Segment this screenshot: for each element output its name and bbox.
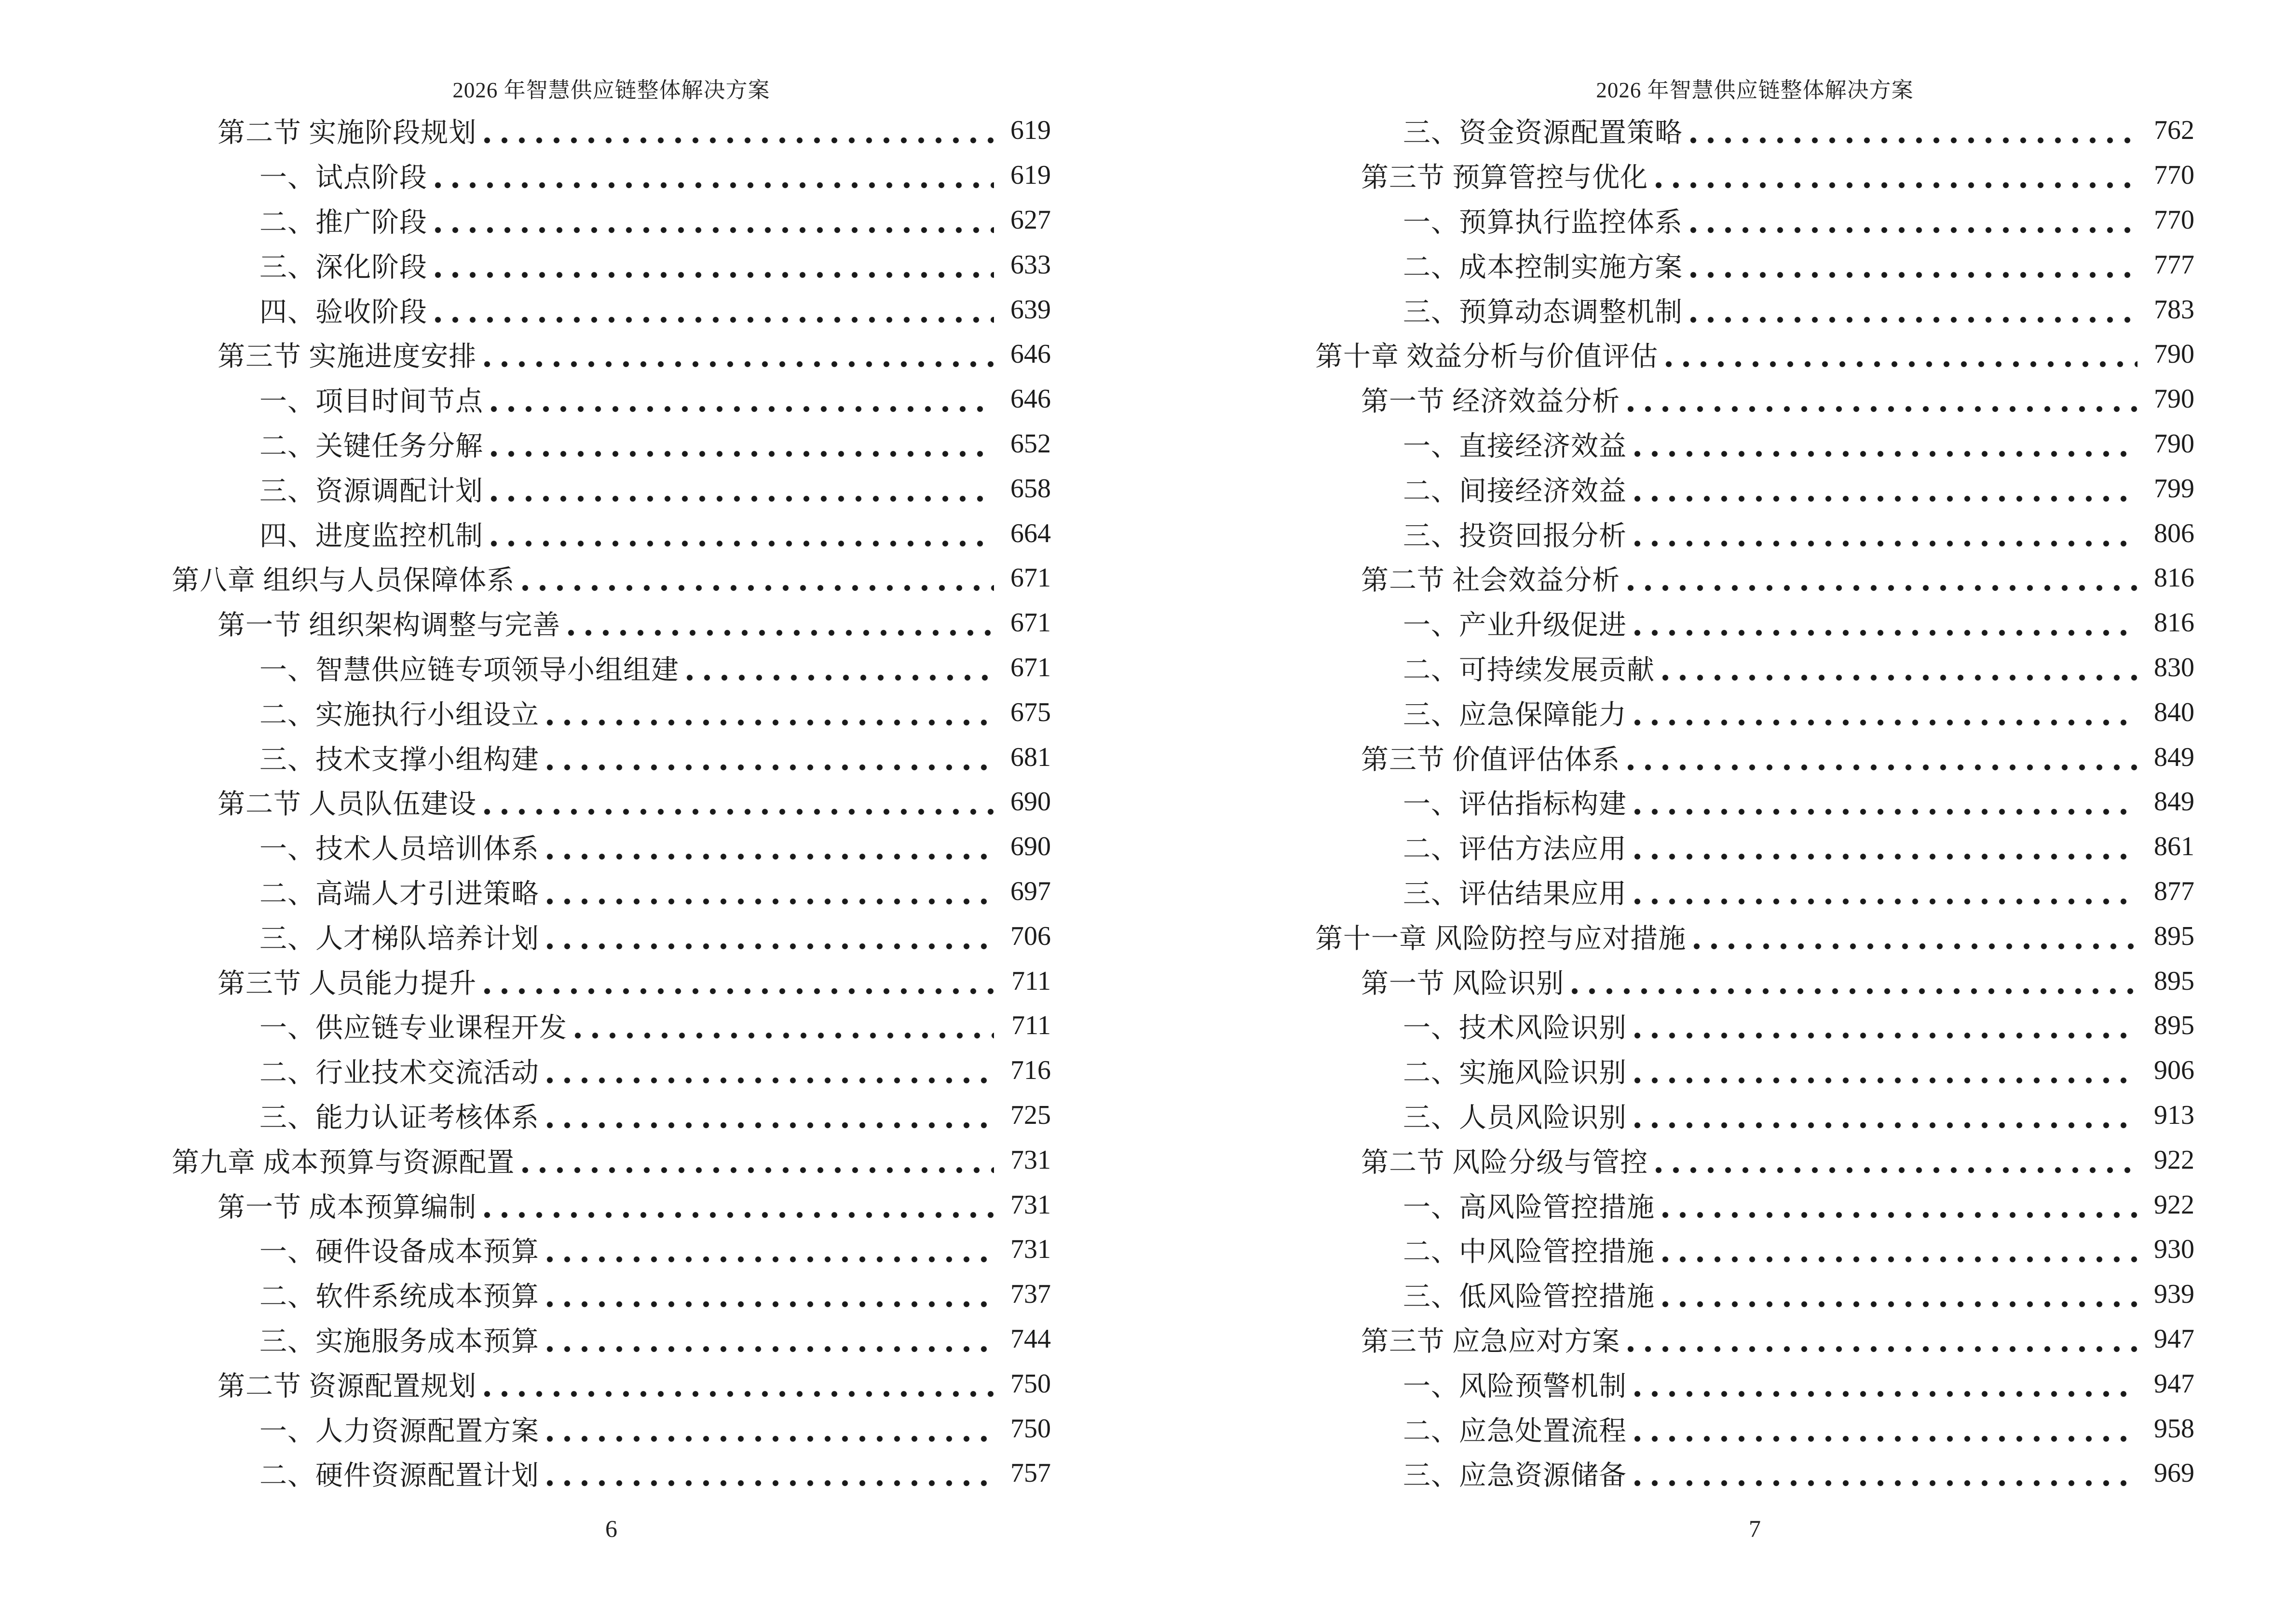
toc-leader-dots	[1665, 360, 2137, 368]
toc-leader-dots	[1627, 764, 2137, 771]
toc-entry-label: 一、技术风险识别	[1403, 1013, 1627, 1044]
toc-entry-label: 三、预算动态调整机制	[1403, 297, 1683, 328]
toc-entry-label: 一、人力资源配置方案	[259, 1416, 539, 1447]
toc-entry-page: 806	[2154, 518, 2194, 548]
toc-entry-page: 958	[2154, 1413, 2194, 1444]
toc-leader-dots	[546, 898, 994, 905]
toc-entry-label: 二、可持续发展贡献	[1403, 655, 1655, 685]
toc-entry	[1315, 1137, 2194, 1182]
toc-entry-label: 四、验收阶段	[259, 297, 427, 328]
toc-entry-label: 第二节 资源配置规划	[218, 1371, 477, 1402]
toc-entry-label: 第一节 风险识别	[1361, 968, 1565, 999]
toc-entry-label: 二、实施执行小组设立	[259, 699, 539, 730]
toc-entry-page: 690	[1010, 787, 1051, 817]
toc-entry	[1315, 690, 2194, 735]
toc-entry	[1315, 1182, 2194, 1227]
toc-entry-label: 二、关键任务分解	[259, 431, 483, 462]
toc-leader-dots	[1661, 1211, 2137, 1219]
toc-entry	[172, 287, 1051, 332]
toc-entry	[172, 735, 1051, 779]
toc-entry-label: 一、产业升级促进	[1403, 610, 1627, 641]
toc-entry	[1315, 1227, 2194, 1272]
toc-leader-dots	[1655, 1166, 2137, 1174]
toc-entry-label: 一、预算执行监控体系	[1403, 207, 1683, 238]
toc-entry-page: 757	[1010, 1458, 1051, 1488]
toc-entry-label: 一、技术人员培训体系	[259, 834, 539, 865]
toc-entry-label: 二、硬件资源配置计划	[259, 1460, 539, 1491]
toc-leader-dots	[546, 1077, 994, 1084]
toc-entry	[172, 153, 1051, 198]
toc-entry-label: 第十章 效益分析与价值评估	[1315, 341, 1659, 372]
toc-entry-label: 三、深化阶段	[259, 252, 427, 283]
toc-leader-dots	[1627, 405, 2137, 413]
toc-entry	[172, 958, 1051, 1003]
toc-entry-page: 790	[2154, 339, 2194, 369]
toc-leader-dots	[1634, 853, 2137, 860]
toc-entry-page: 619	[1010, 115, 1051, 146]
toc-entry-page: 681	[1010, 742, 1051, 772]
toc-entry-page: 706	[1010, 921, 1051, 951]
toc-entry-page: 646	[1010, 339, 1051, 369]
toc-leader-dots	[1571, 987, 2137, 995]
toc-entry	[172, 511, 1051, 556]
toc-entry-page: 840	[2154, 697, 2194, 727]
toc-entry-page: 922	[2154, 1189, 2194, 1220]
toc-entry	[1315, 1048, 2194, 1093]
toc-entry-label: 第二节 实施阶段规划	[218, 118, 477, 149]
toc-entry-page: 671	[1010, 563, 1051, 593]
toc-entry	[1315, 108, 2194, 153]
toc-entry-page: 633	[1010, 249, 1051, 280]
toc-entry-page: 947	[2154, 1324, 2194, 1354]
toc-entry-page: 762	[2154, 115, 2194, 146]
toc-entry-label: 三、资金资源配置策略	[1403, 118, 1683, 149]
toc-leader-dots	[546, 1345, 994, 1353]
toc-leader-dots	[1634, 495, 2137, 503]
toc-leader-dots	[521, 1166, 994, 1174]
toc-leader-dots	[574, 1032, 994, 1039]
toc-leader-dots	[483, 808, 994, 816]
toc-leader-dots	[1634, 1077, 2137, 1084]
toc-entry-page: 658	[1010, 473, 1051, 504]
toc-leader-dots	[546, 764, 994, 771]
toc-entry-label: 一、高风险管控措施	[1403, 1192, 1655, 1223]
toc-entry	[1315, 153, 2194, 198]
toc-leader-dots	[1655, 181, 2137, 189]
toc-leader-dots	[567, 629, 994, 637]
toc-entry-label: 二、实施风险识别	[1403, 1058, 1627, 1089]
toc-entry	[172, 377, 1051, 422]
toc-entry	[172, 198, 1051, 243]
toc-entry	[172, 645, 1051, 690]
toc-entry	[1315, 377, 2194, 422]
toc-entry-page: 627	[1010, 205, 1051, 235]
toc-entry-page: 731	[1010, 1145, 1051, 1175]
toc-entry-page: 675	[1010, 697, 1051, 727]
toc-entry-label: 第三节 应急应对方案	[1361, 1326, 1620, 1357]
toc-entry-label: 第三节 预算管控与优化	[1361, 163, 1648, 193]
toc-entry-label: 三、资源调配计划	[259, 476, 483, 506]
toc-entry-label: 第三节 实施进度安排	[218, 341, 477, 372]
toc-entry-label: 二、行业技术交流活动	[259, 1058, 539, 1089]
toc-entry-label: 一、项目时间节点	[259, 386, 483, 417]
toc-entry-label: 第二节 社会效益分析	[1361, 565, 1620, 596]
toc-entry-page: 906	[2154, 1055, 2194, 1086]
toc-entry-page: 790	[2154, 428, 2194, 459]
toc-leader-dots	[1634, 1032, 2137, 1039]
toc-entry-page: 711	[1011, 1010, 1051, 1041]
toc-entry	[172, 914, 1051, 958]
toc-entry	[172, 690, 1051, 735]
toc-leader-dots	[1634, 629, 2137, 637]
toc-entry	[172, 1227, 1051, 1272]
toc-entry	[172, 1451, 1051, 1496]
toc-leader-dots	[1634, 1479, 2137, 1487]
toc-entry-page: 922	[2154, 1145, 2194, 1175]
toc-entry	[1315, 1003, 2194, 1048]
toc-leader-dots	[1627, 1345, 2137, 1353]
toc-entry-label: 二、推广阶段	[259, 207, 427, 238]
toc-leader-dots	[434, 226, 994, 234]
toc-entry	[1315, 198, 2194, 243]
toc-entry-page: 969	[2154, 1458, 2194, 1488]
toc-entry-label: 三、人员风险识别	[1403, 1102, 1627, 1133]
toc-leader-dots	[1634, 1435, 2137, 1443]
toc-entry-page: 861	[2154, 832, 2194, 862]
toc-entry-page: 777	[2154, 249, 2194, 280]
toc-entry	[172, 242, 1051, 287]
toc-leader-dots	[1693, 942, 2137, 950]
toc-entry-label: 三、能力认证考核体系	[259, 1102, 539, 1133]
toc-entry-page: 671	[1010, 652, 1051, 682]
toc-entry	[1315, 1317, 2194, 1362]
page-folio: 6	[605, 1515, 617, 1542]
toc-entry-label: 一、风险预警机制	[1403, 1371, 1627, 1402]
toc-entry	[172, 1406, 1051, 1451]
toc-entry-page: 770	[2154, 205, 2194, 235]
toc-rows	[172, 108, 1051, 1496]
toc-entry-page: 737	[1010, 1279, 1051, 1310]
toc-entry-label: 二、高端人才引进策略	[259, 878, 539, 909]
toc-entry	[1315, 914, 2194, 958]
toc-leader-dots	[1627, 584, 2137, 592]
toc-entry-label: 第一节 经济效益分析	[1361, 386, 1620, 417]
toc-leader-dots	[1634, 808, 2137, 816]
toc-entry-page: 913	[2154, 1100, 2194, 1130]
toc-entry-page: 799	[2154, 473, 2194, 504]
toc-entry-page: 671	[1010, 608, 1051, 638]
toc-leader-dots	[546, 1435, 994, 1443]
toc-leader-dots	[434, 316, 994, 324]
toc-leader-dots	[483, 987, 994, 995]
toc-leader-dots	[546, 942, 994, 950]
toc-leader-dots	[490, 450, 994, 458]
toc-entry-page: 690	[1010, 832, 1051, 862]
toc-entry-label: 二、评估方法应用	[1403, 834, 1627, 865]
toc-entry-page: 783	[2154, 294, 2194, 325]
toc-entry	[1315, 600, 2194, 645]
toc-entry-page: 664	[1010, 518, 1051, 548]
toc-leader-dots	[1634, 1390, 2137, 1398]
toc-entry-page: 895	[2154, 966, 2194, 996]
toc-entry-page: 947	[2154, 1368, 2194, 1399]
page-folio: 7	[1749, 1515, 1761, 1542]
toc-entry-label: 第十一章 风险防控与应对措施	[1315, 923, 1687, 954]
toc-entry-page: 770	[2154, 160, 2194, 191]
toc-entry	[1315, 1451, 2194, 1496]
toc-entry-page: 790	[2154, 384, 2194, 414]
toc-entry-label: 一、硬件设备成本预算	[259, 1237, 539, 1268]
toc-leader-dots	[1689, 226, 2137, 234]
toc-entry-page: 849	[2154, 787, 2194, 817]
toc-entry-label: 四、进度监控机制	[259, 520, 483, 551]
toc-entry-label: 二、间接经济效益	[1403, 476, 1627, 506]
toc-leader-dots	[546, 719, 994, 726]
toc-entry	[1315, 1272, 2194, 1317]
toc-entry-label: 第二节 风险分级与管控	[1361, 1147, 1648, 1178]
toc-leader-dots	[1634, 450, 2137, 458]
toc-entry	[172, 466, 1051, 511]
toc-page-right	[1144, 0, 2287, 1624]
toc-entry	[172, 1361, 1051, 1406]
toc-leader-dots	[483, 360, 994, 368]
toc-leader-dots	[521, 584, 994, 592]
toc-entry	[1315, 242, 2194, 287]
toc-entry-page: 895	[2154, 1010, 2194, 1041]
toc-entry	[1315, 1093, 2194, 1138]
toc-entry	[172, 1182, 1051, 1227]
toc-entry-label: 一、智慧供应链专项领导小组组建	[259, 655, 679, 685]
toc-leader-dots	[1689, 316, 2137, 324]
toc-entry-label: 第二节 人员队伍建设	[218, 789, 477, 820]
toc-entry-label: 二、中风险管控措施	[1403, 1237, 1655, 1268]
toc-leader-dots	[1634, 540, 2137, 547]
toc-entry-label: 二、应急处置流程	[1403, 1416, 1627, 1447]
toc-entry	[1315, 511, 2194, 556]
toc-entry	[1315, 958, 2194, 1003]
toc-entry-page: 816	[2154, 563, 2194, 593]
toc-entry-page: 849	[2154, 742, 2194, 772]
toc-entry-label: 第三节 人员能力提升	[218, 968, 477, 999]
toc-leader-dots	[1634, 1121, 2137, 1129]
toc-entry	[172, 1003, 1051, 1048]
toc-entry-label: 第一节 成本预算编制	[218, 1192, 477, 1223]
toc-entry-page: 652	[1010, 428, 1051, 459]
toc-entry	[1315, 735, 2194, 779]
toc-leader-dots	[490, 495, 994, 503]
toc-entry	[172, 1272, 1051, 1317]
toc-entry-label: 三、投资回报分析	[1403, 520, 1627, 551]
toc-entry-label: 三、技术支撑小组构建	[259, 744, 539, 775]
toc-entry-page: 744	[1010, 1324, 1051, 1354]
toc-entry-page: 750	[1010, 1413, 1051, 1444]
toc-entry	[1315, 466, 2194, 511]
toc-entry-label: 一、评估指标构建	[1403, 789, 1627, 820]
page-header-title: 2026 年智慧供应链整体解决方案	[452, 78, 770, 102]
toc-entry-label: 第九章 成本预算与资源配置	[172, 1147, 515, 1178]
toc-leader-dots	[546, 1300, 994, 1308]
toc-entry-page: 930	[2154, 1234, 2194, 1265]
toc-entry	[172, 869, 1051, 914]
toc-entry	[172, 600, 1051, 645]
toc-leader-dots	[434, 271, 994, 279]
toc-entry	[1315, 779, 2194, 824]
toc-entry	[1315, 332, 2194, 377]
toc-entry-page: 895	[2154, 921, 2194, 951]
toc-entry-page: 830	[2154, 652, 2194, 682]
toc-leader-dots	[490, 540, 994, 547]
toc-entry	[172, 422, 1051, 466]
toc-leader-dots	[483, 1390, 994, 1398]
toc-leader-dots	[686, 674, 994, 682]
toc-leader-dots	[1634, 719, 2137, 726]
toc-entry	[1315, 556, 2194, 600]
toc-entry-page: 939	[2154, 1279, 2194, 1310]
toc-entry	[172, 108, 1051, 153]
toc-leader-dots	[1689, 136, 2137, 144]
toc-leader-dots	[546, 853, 994, 860]
toc-entry-label: 一、直接经济效益	[1403, 431, 1627, 462]
toc-entry	[1315, 287, 2194, 332]
toc-entry-label: 一、供应链专业课程开发	[259, 1013, 567, 1044]
toc-entry	[172, 1317, 1051, 1362]
page-header-title: 2026 年智慧供应链整体解决方案	[1596, 78, 1914, 102]
toc-entry-label: 一、试点阶段	[259, 163, 427, 193]
toc-entry	[1315, 422, 2194, 466]
toc-entry	[172, 1093, 1051, 1138]
toc-entry-page: 646	[1010, 384, 1051, 414]
toc-entry-label: 第三节 价值评估体系	[1361, 744, 1620, 775]
toc-entry-page: 725	[1010, 1100, 1051, 1130]
toc-entry	[172, 332, 1051, 377]
toc-entry-label: 二、软件系统成本预算	[259, 1282, 539, 1312]
toc-entry	[1315, 1406, 2194, 1451]
toc-entry-page: 716	[1010, 1055, 1051, 1086]
toc-entry	[1315, 1361, 2194, 1406]
toc-entry-label: 第一节 组织架构调整与完善	[218, 610, 561, 641]
toc-entry-page: 711	[1011, 966, 1051, 996]
toc-leader-dots	[490, 405, 994, 413]
toc-entry	[172, 556, 1051, 600]
toc-entry-page: 697	[1010, 876, 1051, 906]
toc-leader-dots	[1661, 1300, 2137, 1308]
toc-entry-page: 816	[2154, 608, 2194, 638]
toc-entry-page: 750	[1010, 1368, 1051, 1399]
toc-leader-dots	[483, 136, 994, 144]
toc-leader-dots	[1661, 674, 2137, 682]
toc-leader-dots	[546, 1479, 994, 1487]
toc-entry-page: 619	[1010, 160, 1051, 191]
toc-entry	[1315, 645, 2194, 690]
toc-entry-label: 第八章 组织与人员保障体系	[172, 565, 515, 596]
toc-entry-label: 三、低风险管控措施	[1403, 1282, 1655, 1312]
toc-entry-label: 二、成本控制实施方案	[1403, 252, 1683, 283]
toc-entry	[1315, 824, 2194, 869]
toc-entry-label: 三、实施服务成本预算	[259, 1326, 539, 1357]
toc-entry	[172, 824, 1051, 869]
toc-entry-label: 三、应急保障能力	[1403, 699, 1627, 730]
toc-leader-dots	[483, 1211, 994, 1219]
toc-leader-dots	[1634, 898, 2137, 905]
toc-leader-dots	[546, 1256, 994, 1263]
toc-leader-dots	[434, 181, 994, 189]
toc-leader-dots	[546, 1121, 994, 1129]
toc-entry-page: 731	[1010, 1189, 1051, 1220]
toc-entry-label: 三、应急资源储备	[1403, 1460, 1627, 1491]
toc-entry-page: 731	[1010, 1234, 1051, 1265]
toc-entry	[172, 779, 1051, 824]
toc-entry-page: 877	[2154, 876, 2194, 906]
toc-rows	[1315, 108, 2194, 1496]
toc-entry-label: 三、评估结果应用	[1403, 878, 1627, 909]
toc-entry-page: 639	[1010, 294, 1051, 325]
toc-entry	[172, 1137, 1051, 1182]
toc-leader-dots	[1661, 1256, 2137, 1263]
toc-entry-label: 三、人才梯队培养计划	[259, 923, 539, 954]
toc-leader-dots	[1689, 271, 2137, 279]
toc-entry	[172, 1048, 1051, 1093]
toc-entry	[1315, 869, 2194, 914]
